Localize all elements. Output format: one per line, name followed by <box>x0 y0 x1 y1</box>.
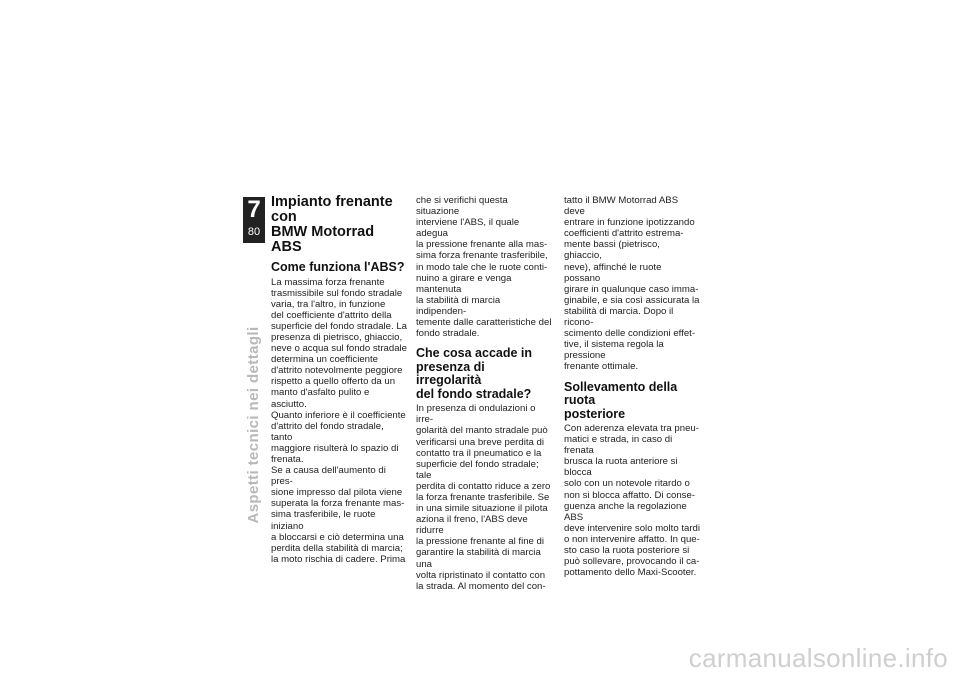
heading-road-irregularities: Che cosa accade in presenza di irregolarità del fondo stradale? <box>416 346 533 401</box>
paragraph-abs-wheel-lock: Se a causa dell'aumento di pres- sione impresso dal pilota viene superata la forza frenante mas- sima trasferibile, le ruote iniziano a bloccarsi e ciò determina una perdita della stabilità di marcia; la moto rischia di cadere. Prima <box>271 465 406 565</box>
text-column-2 <box>416 195 552 592</box>
heading-rear-wheel-lift: Sollevamento della ruota posteriore <box>564 379 678 421</box>
chapter-side-label: Aspetti tecnici nei dettagli <box>245 326 262 524</box>
section-title: Impianto frenante con BMW Motorrad ABS <box>271 194 393 255</box>
paragraph-road-irregularities: In presenza di ondulazioni o irre- golarità del manto stradale può verificarsi una breve perdita di contatto tra il pneumatico e la superficie del fondo stradale; tale perdita di contatto riduce a zero la forza frenante trasferibile. Se in una simile situazione il pilota aziona il freno, l'ABS deve ridurre la pressione frenante al fine di garantire la stabilità di marcia una volta ripristinato il contatto con la strada. Al momento del con- <box>416 403 551 592</box>
text-column-1 <box>271 195 407 565</box>
heading-how-abs-works: Come funziona l'ABS? <box>271 260 405 274</box>
watermark: carmanualsonline.info <box>688 643 948 673</box>
text-column-3 <box>564 195 700 578</box>
chapter-number: 7 <box>247 196 261 223</box>
paragraph-abs-low-friction: tatto il BMW Motorrad ABS deve entrare in funzione ipotizzando coefficienti d'attrito estrema- mente bassi (pietrisco, ghiaccio, neve), affinché le ruote possano girare in qualunque caso imma- ginabile, e sia così assicurata la stabilità di marcia. Dopo il ricono- scimento delle condizioni effet- tive, il sistema regola la pressione frenante ottimale. <box>564 195 700 373</box>
paragraph-rear-wheel-lift: Con aderenza elevata tra pneu- matici e strada, in caso di frenata brusca la ruota anteriore si blocca solo con un notevole ritardo o non si blocca affatto. Di conse- guenza anche la regolazione ABS deve intervenire solo molto tardi o non intervenire affatto. In que- sto caso la ruota posteriore si può sollevare, provocando il ca- pottamento dello Maxi-Scooter. <box>564 423 700 579</box>
paragraph-abs-intervention: che si verifichi questa situazione interviene l'ABS, il quale adegua la pressione frenante alla mas- sima forza frenante trasferibile, in modo tale che le ruote conti- nuino a girare e venga mantenuta la stabilità di marcia indipenden- temente dalle caratteristiche del fondo stradale. <box>416 195 552 340</box>
paragraph-abs-friction: La massima forza frenante trasmissibile sul fondo stradale varia, tra l'altro, in funzione del coefficiente d'attrito della superficie del fondo stradale. La presenza di pietrisco, ghiaccio, neve o acqua sul fondo stradale determina un coefficiente d'attrito notevolmente peggiore rispetto a quello offerto da un manto d'asfalto pulito e asciutto. Quanto inferiore è il coefficiente d'attrito del fondo stradale, tanto maggiore risulterà lo spazio di frenata. <box>271 276 408 465</box>
page-number: 80 <box>247 226 261 238</box>
chapter-tab <box>243 197 265 243</box>
